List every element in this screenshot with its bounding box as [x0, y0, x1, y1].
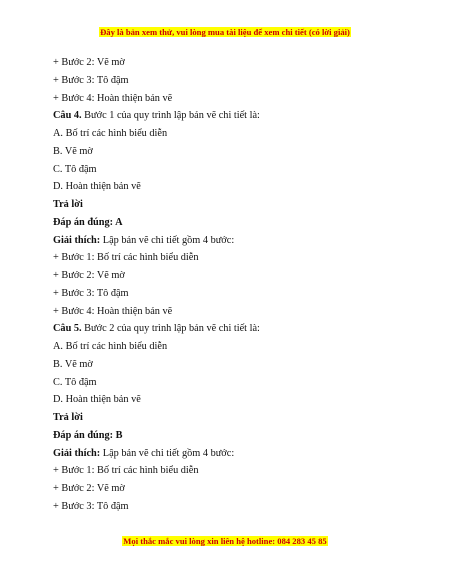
line-text: C. Tô đậm	[53, 376, 97, 388]
step-item	[53, 267, 413, 285]
question-line	[53, 107, 413, 125]
footer-hotline-banner	[0, 536, 450, 547]
question-line	[53, 320, 413, 338]
step-item	[53, 249, 413, 267]
footer-banner-text: Mọi thắc mắc vui lòng xin liên hệ hotline: 084 283 45 85	[123, 536, 327, 546]
step-item	[53, 90, 413, 108]
step-item	[53, 54, 413, 72]
line-text: + Bước 4: Hoàn thiện bản vẽ	[53, 305, 173, 317]
correct-answer-line	[53, 427, 413, 445]
answer-heading	[53, 196, 413, 214]
line-text: D. Hoàn thiện bản vẽ	[53, 181, 141, 193]
bold-label: Câu 5.	[53, 323, 82, 335]
answer-option	[53, 161, 413, 179]
line-text: Lập bản vẽ chi tiết gồm 4 bước:	[100, 447, 235, 459]
line-text: A. Bố trí các hình biểu diễn	[53, 341, 168, 352]
line-text: C. Tô đậm	[53, 163, 97, 175]
line-text: B. Vẽ mờ	[53, 358, 93, 370]
header-banner-text: Đây là bản xem thử, vui lòng mua tài liệu để xem chi tiết (có lời giải)	[100, 27, 350, 37]
step-item	[53, 498, 413, 516]
answer-option	[53, 125, 413, 143]
line-text: + Bước 1: Bố trí các hình biểu diễn	[53, 465, 199, 477]
bold-label: Giải thích:	[53, 447, 101, 459]
bold-label: Giải thích:	[53, 234, 101, 246]
explanation-line	[53, 232, 413, 250]
line-text: + Bước 2: Vẽ mờ	[53, 270, 125, 281]
line-text: Lập bản vẽ chi tiết gồm 4 bước:	[100, 234, 235, 246]
line-text: Bước 1 của quy trình lập bản vẽ chi tiết là:	[81, 110, 260, 122]
answer-heading	[53, 409, 413, 427]
line-text: B. Vẽ mờ	[53, 145, 93, 157]
bold-label: Đáp án đúng: A	[53, 216, 123, 228]
bold-label: Trả lời	[53, 199, 83, 210]
line-text: Bước 2 của quy trình lập bản vẽ chi tiết là:	[81, 323, 260, 335]
answer-option	[53, 338, 413, 356]
line-text: A. Bố trí các hình biểu diễn	[53, 128, 168, 139]
line-text: + Bước 3: Tô đậm	[53, 500, 129, 512]
answer-option	[53, 143, 413, 161]
header-preview-banner	[0, 27, 450, 38]
step-item	[53, 480, 413, 498]
line-text: + Bước 2: Vẽ mờ	[53, 483, 125, 494]
answer-option	[53, 374, 413, 392]
line-text: + Bước 1: Bố trí các hình biểu diễn	[53, 252, 199, 264]
bold-label: Câu 4.	[53, 110, 82, 122]
answer-option	[53, 356, 413, 374]
step-item	[53, 303, 413, 321]
line-text: + Bước 3: Tô đậm	[53, 74, 129, 86]
step-item	[53, 462, 413, 480]
answer-option	[53, 391, 413, 409]
line-text: + Bước 4: Hoàn thiện bản vẽ	[53, 92, 173, 104]
explanation-line	[53, 445, 413, 463]
step-item	[53, 285, 413, 303]
bold-label: Đáp án đúng: B	[53, 429, 123, 441]
line-text: + Bước 2: Vẽ mờ	[53, 57, 125, 68]
correct-answer-line	[53, 214, 413, 232]
line-text: + Bước 3: Tô đậm	[53, 287, 129, 299]
bold-label: Trả lời	[53, 412, 83, 423]
line-text: D. Hoàn thiện bản vẽ	[53, 394, 141, 406]
document-body	[53, 54, 413, 516]
step-item	[53, 72, 413, 90]
answer-option	[53, 178, 413, 196]
